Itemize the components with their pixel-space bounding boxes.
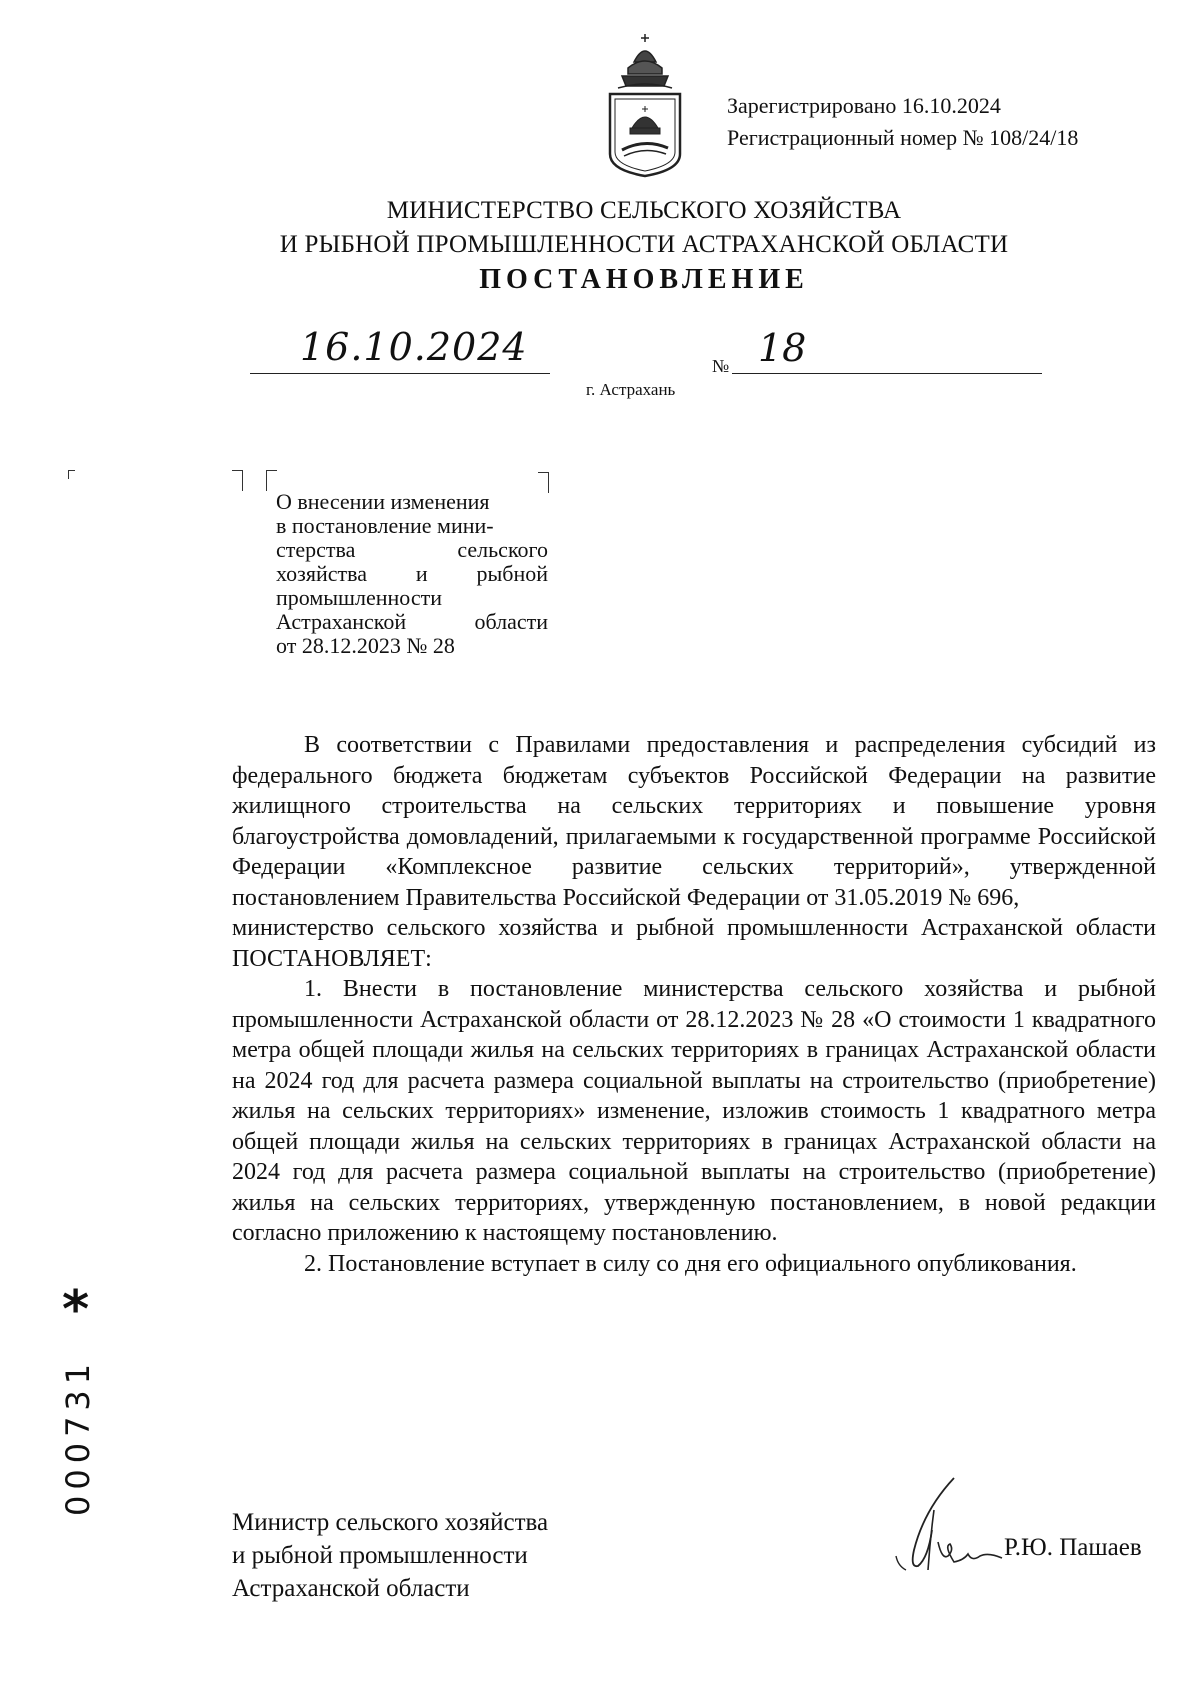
handwritten-date: 16.10.2024 bbox=[300, 325, 528, 369]
subject-line: промышленности bbox=[276, 585, 442, 610]
position-line-2: и рыбной промышленности bbox=[232, 1542, 528, 1569]
signature-position bbox=[232, 1506, 548, 1605]
margin-stamp-number bbox=[58, 1296, 98, 1516]
number-sign: № bbox=[712, 356, 730, 376]
item-2-paragraph: 2. Постановление вступает в силу со дня его официального опубликования. bbox=[304, 1250, 1077, 1277]
registration-date: Зарегистрировано 16.10.2024 bbox=[727, 93, 1001, 118]
position-line-1: Министр сельского хозяйства bbox=[232, 1509, 549, 1536]
corner-mark-inner bbox=[266, 470, 277, 491]
stamp-number-text: 000731 bbox=[59, 1357, 97, 1516]
ministry-name bbox=[0, 194, 1200, 262]
number-underline bbox=[732, 373, 1042, 374]
subject-line: Астраханской области bbox=[276, 609, 548, 634]
ministry-line-2: И РЫБНОЙ ПРОМЫШЛЕННОСТИ АСТРАХАНСКОЙ ОБЛАСТИ bbox=[279, 231, 1009, 258]
subject-line: от 28.12.2023 № 28 bbox=[276, 633, 455, 658]
city-label: г. Астрахань bbox=[586, 380, 676, 399]
date-underline bbox=[250, 373, 550, 374]
subject-line: О внесении изменения bbox=[276, 489, 490, 514]
margin-mark bbox=[68, 470, 75, 479]
document-type: ПОСТАНОВЛЕНИЕ bbox=[479, 264, 809, 295]
resolves-paragraph: министерство сельского хозяйства и рыбной промышленности Астраханской области ПОСТАНОВЛЯЕТ: bbox=[232, 915, 1156, 972]
coat-of-arms-emblem bbox=[604, 32, 686, 178]
preamble-paragraph: В соответствии с Правилами предоставления и распределения субсидий из федерального бюджета бюджетам субъектов Российской Федерации на развитие жилищного строительства на сельских территориях и повышение уровня благоустройства домовладений, прилагаемыми к государственной программе Российской Федерации «Комплексное развитие сельских территорий», утвержденной постановлением Правительства Российской Федерации от 31.05.2019 № 696, bbox=[232, 732, 1156, 911]
subject-block bbox=[276, 490, 548, 658]
item-1-paragraph: 1. Внести в постановление министерства сельского хозяйства и рыбной промышленности Астраханской области от 28.12.2023 № 28 «О стоимости 1 квадратного метра общей площади жилья на сельских территориях в границах Астраханской области на 2024 год для расчета размера социальной выплаты на строительство (приобретение) жилья на сельских территориях» изменение, изложив стоимость 1 квадратного метра общей площади жилья на сельских территориях в границах Астраханской области на 2024 год для расчета размера социальной выплаты на строительство (приобретение) жилья на сельских территориях, утвержденную постановлением, в новой редакции согласно приложению к настоящему постановлению. bbox=[232, 976, 1156, 1246]
signer-name: Р.Ю. Пашаев bbox=[1004, 1534, 1142, 1561]
subject-line: в постановление мини- bbox=[276, 513, 494, 538]
document-body bbox=[232, 730, 1156, 1279]
subject-line: хозяйства и рыбной bbox=[276, 561, 548, 586]
margin-star: * bbox=[62, 1280, 90, 1340]
handwritten-signature bbox=[884, 1470, 1004, 1580]
position-line-3: Астраханской области bbox=[232, 1575, 470, 1602]
registration-number: Регистрационный номер № 108/24/18 bbox=[727, 125, 1079, 150]
handwritten-number: 18 bbox=[758, 326, 807, 370]
corner-mark-left bbox=[232, 470, 243, 491]
subject-line: стерства сельского bbox=[276, 537, 548, 562]
registration-block bbox=[727, 90, 1078, 154]
ministry-line-1: МИНИСТЕРСТВО СЕЛЬСКОГО ХОЗЯЙСТВА bbox=[386, 197, 902, 224]
